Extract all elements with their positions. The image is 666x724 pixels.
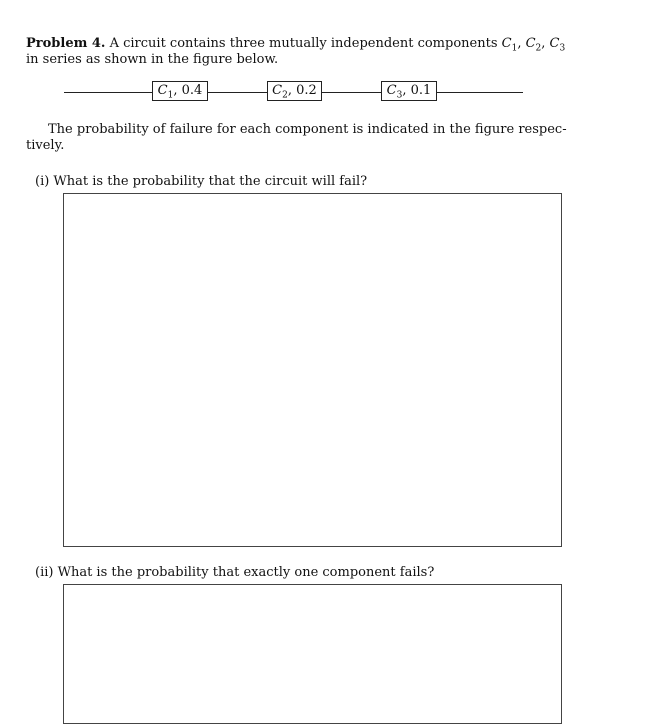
answer-box-1[interactable]: [63, 193, 562, 547]
wire-left: [64, 92, 152, 93]
component-ref-2: $C_2$: [525, 36, 542, 54]
problem-label: Problem 4.: [26, 36, 106, 51]
component-c2: $C_2$, 0.2: [267, 81, 322, 101]
answer-box-2[interactable]: [63, 584, 562, 724]
component-ref-3: $C_3$: [549, 36, 566, 54]
failure-description: The probability of failure for each component is indicated in the figure respec-tively.: [26, 122, 567, 153]
wire-c2-c3: [322, 92, 381, 93]
question-2: (ii) What is the probability that exactly one component fails?: [35, 565, 435, 580]
question-1: (i) What is the probability that the circuit will fail?: [35, 174, 368, 189]
problem-intro: A circuit contains three mutually independent components: [109, 36, 498, 51]
component-c1: $C_1$, 0.4: [152, 81, 208, 101]
component-c3: $C_3$, 0.1: [381, 81, 437, 101]
component-ref-1: $C_1$: [501, 36, 518, 54]
problem-intro-end: in series as shown in the figure below.: [26, 52, 279, 67]
wire-c1-c2: [208, 92, 267, 93]
problem-statement: Problem 4. A circuit contains three mutually independent components $C_1$, $C_2$, $C_3$ in series as shown in the figure below.: [26, 36, 566, 67]
wire-right: [437, 92, 523, 93]
